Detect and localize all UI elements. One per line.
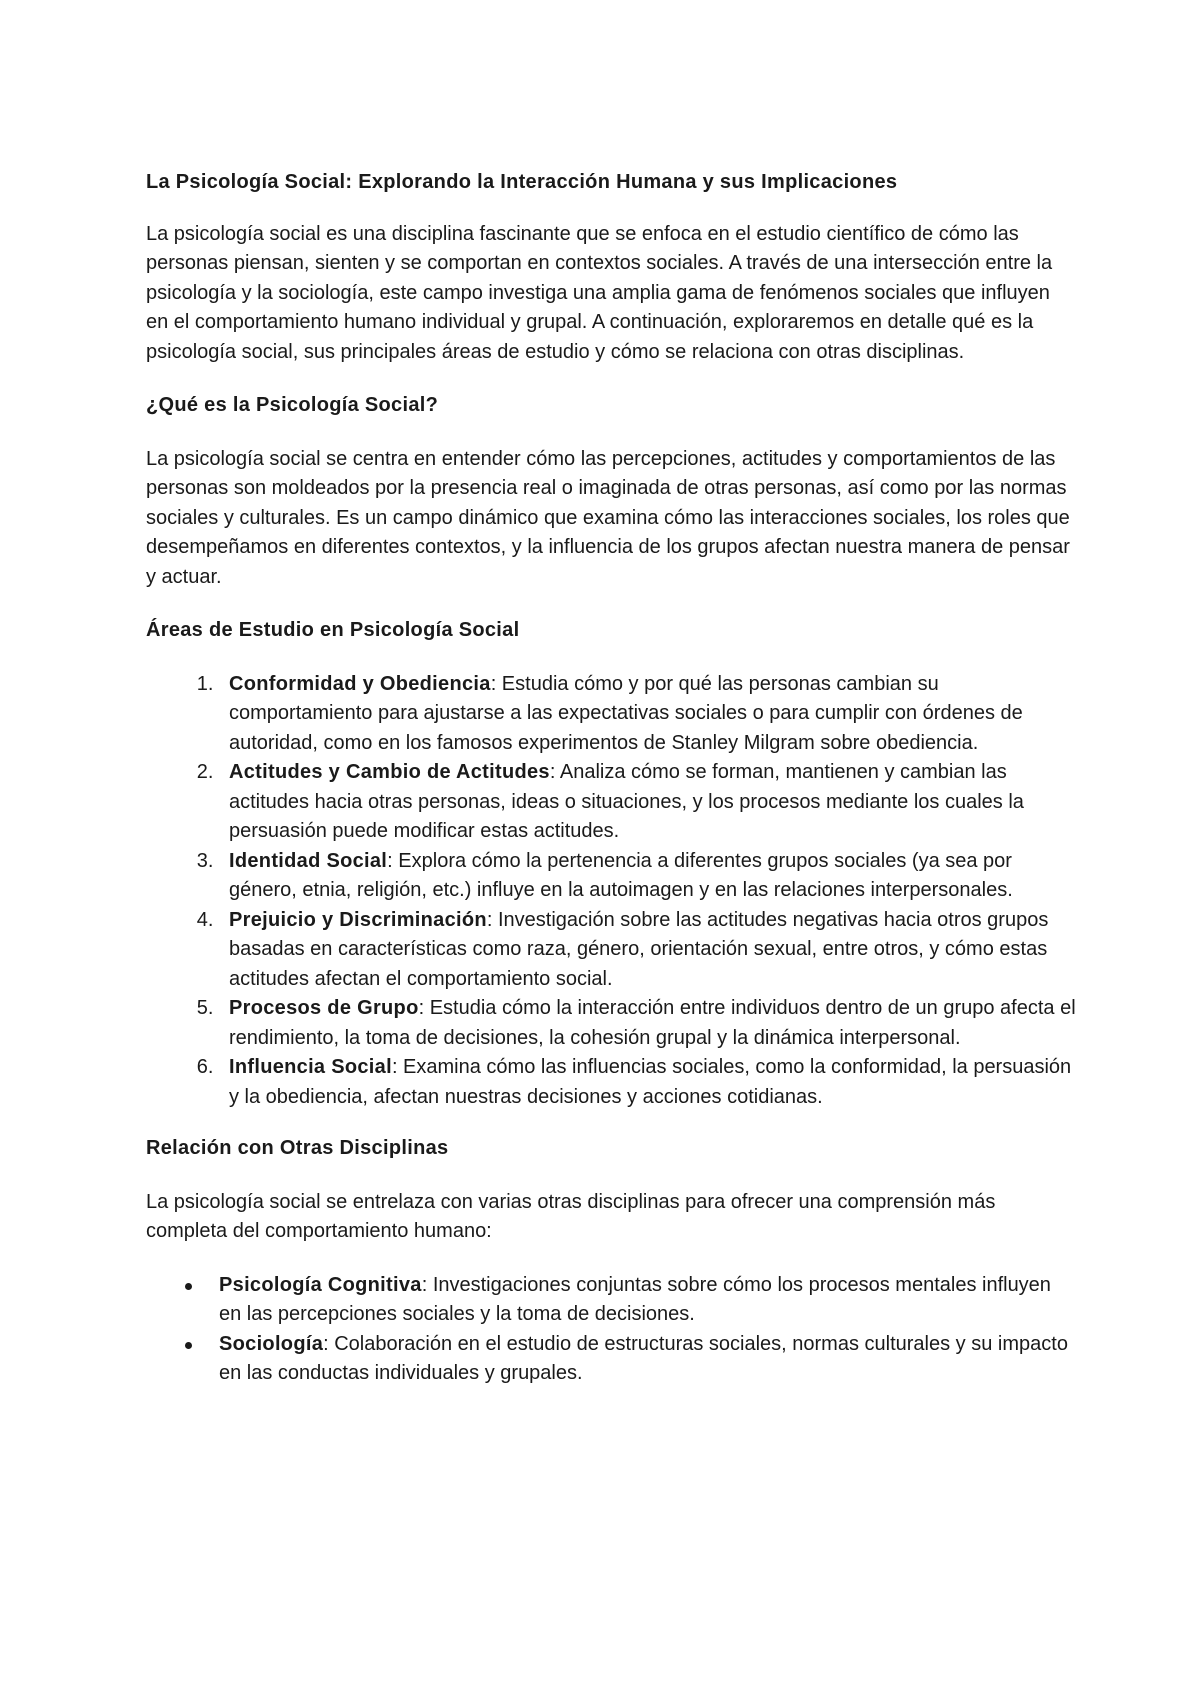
list-item-text: : Colaboración en el estudio de estructuras sociales, normas culturales y su impacto en las conductas individuales y grupales. <box>219 1332 1068 1384</box>
document-page <box>146 168 1076 1389</box>
list-item-term: Prejuicio y Discriminación <box>229 908 487 931</box>
section-heading-que-es: ¿Qué es la Psicología Social? <box>146 394 439 416</box>
disciplines-list <box>146 1271 1076 1389</box>
list-item-text: : Analiza cómo se forman, mantienen y cambian las actitudes hacia otras personas, ideas o situaciones, y los procesos mediante los cuales la persuasión puede modificar estas actitudes. <box>229 761 1024 842</box>
list-item-text: : Estudia cómo la interacción entre individuos dentro de un grupo afecta el rendimiento, la toma de decisiones, la cohesión grupal y la dinámica interpersonal. <box>229 997 1076 1049</box>
list-item-text: : Estudia cómo y por qué las personas cambian su comportamiento para ajustarse a las expectativas sociales o para cumplir con órdenes de autoridad, como en los famosos experimentos de Stanley Milgram sobre obediencia. <box>229 672 1023 754</box>
bullet-icon <box>185 1342 192 1349</box>
list-item <box>219 670 1076 759</box>
list-item-term: Sociología <box>219 1332 324 1355</box>
list-item-text: : Investigación sobre las actitudes negativas hacia otros grupos basadas en características como raza, género, orientación sexual, entre otros, y cómo estas actitudes afectan el comportamiento social. <box>229 908 1049 990</box>
list-item-term: Conformidad y Obediencia <box>229 672 491 695</box>
list-item-term: Procesos de Grupo <box>229 997 419 1019</box>
list-item-term: Identidad Social <box>229 849 388 872</box>
section-heading-relacion: Relación con Otras Disciplinas <box>146 1137 449 1159</box>
list-item <box>219 1271 1076 1330</box>
section-body-relacion: La psicología social se entrelaza con varias otras disciplinas para ofrecer una comprensión más completa del comportamiento humano: <box>146 1190 996 1242</box>
list-item-text: : Examina cómo las influencias sociales, como la conformidad, la persuasión y la obediencia, afectan nuestras decisiones y acciones cotidianas. <box>229 1056 1072 1108</box>
areas-list <box>146 670 1076 1113</box>
list-item-text: : Investigaciones conjuntas sobre cómo los procesos mentales influyen en las percepciones sociales y la toma de decisiones. <box>219 1273 1051 1325</box>
list-item <box>219 847 1076 906</box>
list-item <box>219 1053 1076 1112</box>
bullet-icon <box>185 1283 192 1290</box>
intro-paragraph: La psicología social es una disciplina fascinante que se enfoca en el estudio científico de cómo las personas piensan, sienten y se comportan en contextos sociales. A través de una intersección entre la psicología y la sociología, este campo investiga una amplia gama de fenómenos sociales que influyen en el comportamiento humano individual y grupal. A continuación, exploraremos en detalle qué es la psicología social, sus principales áreas de estudio y cómo se relaciona con otras disciplinas. <box>146 222 1053 363</box>
document-title: La Psicología Social: Explorando la Interacción Humana y sus Implicaciones <box>146 171 898 193</box>
list-item-term: Influencia Social <box>229 1056 392 1078</box>
list-item <box>219 1330 1076 1389</box>
list-item-term: Psicología Cognitiva <box>219 1273 422 1296</box>
section-body-que-es: La psicología social se centra en entender cómo las percepciones, actitudes y comportamientos de las personas son moldeados por la presencia real o imaginada de otras personas, así como por las normas sociales y culturales. Es un campo dinámico que examina cómo las interacciones sociales, los roles que desempeñamos en diferentes contextos, y la influencia de los grupos afectan nuestra manera de pensar y actuar. <box>146 447 1070 588</box>
list-item <box>219 758 1076 847</box>
list-item-term: Actitudes y Cambio de Actitudes <box>229 761 550 783</box>
list-item <box>219 994 1076 1053</box>
list-item <box>219 906 1076 995</box>
section-heading-areas: Áreas de Estudio en Psicología Social <box>146 619 520 641</box>
list-item-text: : Explora cómo la pertenencia a diferentes grupos sociales (ya sea por género, etnia, religión, etc.) influye en la autoimagen y en las relaciones interpersonales. <box>229 849 1013 901</box>
